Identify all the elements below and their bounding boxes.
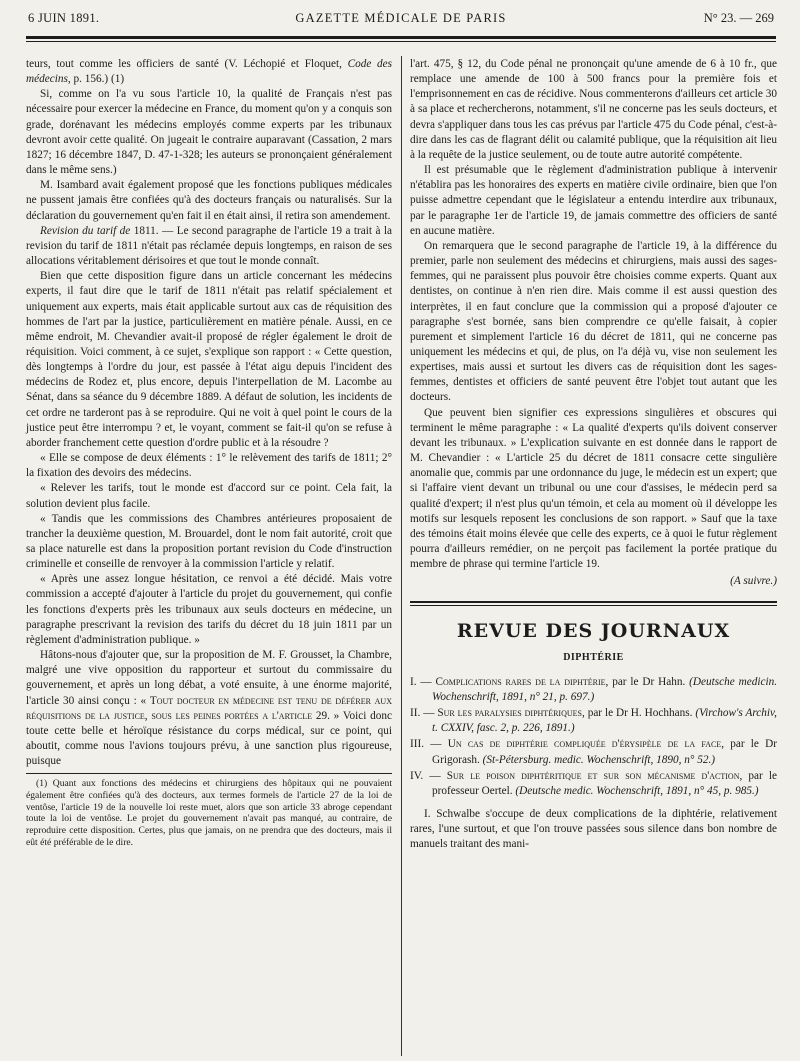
section-rule-thin (410, 605, 777, 606)
paragraph: I. Schwalbe s'occupe de deux complications de la diphtérie, relativement rares, l'une surtout, et que l'on trouve passées sous silence dans bon nombre de manuels traitant des mani- (410, 808, 777, 851)
footnote-text: (1) Quant aux fonctions des médecins et chirurgiens des hôpitaux qui ne pouvaient également être confiées qu'à des docteurs, aux termes formels de l'article 27 de la loi de ventôse, l'article 19 de la nouvelle loi reste muet, alors que son article 33 abroge cependant toute la loi de ventôse. Le projet du gouvernement n'avait pas manqué, au contraire, de reproduire cette disposition. Certes, plus que jamais, on ne prendra que des docteurs, mais il eût été préférable de le dire. (26, 778, 392, 848)
paragraph: Si, comme on l'a vu sous l'article 10, la qualité de Français n'est pas nécessaire pour exercer la médecine en France, du moment qu'on y a conquis son grade, dorénavant les médecins employés comme experts par les tribunaux devront avoir cette qualité. On jugeait le contraire auparavant (Cassation, 2 mars 1827; 16 décembre 1847, D. 47-1-328; les auteurs se prononçaient généralement dans le même sens.) (26, 88, 392, 177)
paragraph: « Après une assez longue hésitation, ce renvoi a été décidé. Mais votre commission a accepté d'ajouter à l'article du projet du gouvernement, qui confie les fonctions d'experts près les tribunaux aux seuls docteurs en médecine, un paragraphe prescrivant la revision des tarifs du décret du 18 juin 1811 par un règlement d'administration publique. » (26, 573, 392, 646)
left-column (26, 57, 392, 849)
header-rule-thin (26, 41, 776, 42)
paragraph: Hâtons-nous d'ajouter que, sur la proposition de M. F. Grousset, la Chambre, malgré une vive opposition du rapporteur et surtout du commissaire du gouvernement, et après un long débat, a voté ensuite, à une énorme majorité, l'article 30 ainsi conçu : « Tout docteur en médecine est tenu de déférer aux réquisitions de la justice, sous les peines portées a l'article 29. » Voici donc toute cette belle et héroïque résistance du corps médical, sur ce point, qui aboutit, comme nous l'avions toujours prévu, à une sanction plus rigoureuse, puisque (26, 649, 392, 768)
paragraph: « Tandis que les commissions des Chambres antérieures proposaient de trancher la deuxième question, M. Brouardel, dont le nom fait autorité, croit que sa place naturelle est dans la proposition portant revision du Code d'instruction criminelle et conseille de renvoyer à la commission l'article y relatif. (26, 512, 392, 571)
reference-list (410, 675, 777, 799)
issue-date: 6 JUIN 1891. (28, 11, 100, 25)
paragraph: Il est présumable que le règlement d'administration publique à intervenir n'établira pas les honoraires des experts en matière civile ordinaire, bien que l'on puisse admettre cependant que le législateur a entendu interdire aux tribunaux, par le paragraphe 1er de l'article 19, de jamais commettre des officiers de santé en aucune matière. (410, 164, 777, 237)
paragraph: teurs, tout comme les officiers de santé (V. Léchopié et Floquet, Code des médecins, p. 156.) (1) (26, 58, 392, 86)
paragraph: Revision du tarif de 1811. — Le second paragraphe de l'article 19 a trait à la revision du tarif de 1811 n'était pas réclamée depuis longtemps, en raison de ses allocations véritablement dérisoires et que tout le monde connaît. (26, 224, 392, 268)
to-be-continued: (A suivre.) (730, 575, 777, 588)
paragraph: « Elle se compose de deux éléments : 1° le relèvement des tarifs de 1811; 2° la fixation des devoirs des médecins. (26, 452, 392, 480)
journal-title: GAZETTE MÉDICALE DE PARIS (295, 11, 507, 25)
footnote-rule (26, 773, 392, 774)
footnote (26, 778, 392, 848)
paragraph: Que peuvent bien signifier ces expressions singulières et obscures qui terminent le même paragraphe : « La qualité d'experts qu'ils doivent conserver devant les tribunaux. » L'explication suivante en est donnée dans le rapport de M. Chevandier : « L'article 25 du décret de 1811 consacre cette singulière anomalie que, commis par une ordonnance du juge, le médecin est un expert; que si l'affaire vient devant un tribunal ou une cour d'assises, le médecin perd sa qualité d'expert; il n'est plus qu'un témoin, et cela au moment où il développe les motifs sur lesquels reposent les conclusions de son rapport. » Sauf que la taxe des témoins était moins élevée que celle des experts, ce à quoi le futur règlement pourra d'ailleurs remédier, on ne perçoit pas facilement la portée pratique du membre de phrase qui termine l'article 19. (410, 406, 777, 571)
reference-entry: III. — Un cas de diphtérie compliquée d'érysipèle de la face, par le Dr Grigorash. (St-Pétersburg. medic. Wochenschrift, 1890, n° 52.) (410, 738, 778, 766)
reference-entry: II. — Sur les paralysies diphtériques, par le Dr H. Hochhans. (Virchow's Archiv, t. CXXIV, fasc. 2, p. 226, 1891.) (410, 707, 777, 735)
header-rule-thick (26, 36, 776, 39)
paragraph: « Relever les tarifs, tout le monde est d'accord sur ce point. Cela fait, la solution devient plus facile. (26, 482, 392, 510)
section-subheading: DIPHTÉRIE (563, 651, 624, 663)
right-column (410, 57, 777, 853)
paragraph: l'art. 475, § 12, du Code pénal ne prononçait qu'une amende de 6 à 10 fr., que remplace une amende de 100 à 500 francs pour la première fois et l'emprisonnement en cas de récidive. Nous commenterons d'ailleurs cet article 30 à sa place et rechercherons, notamment, s'il ne concerne pas les seuls docteurs, et devra s'appliquer dans tous les cas prévus par l'article 475 du Code pénal, c'est-à-dire dans les cas de flagrant délit ou calamité publique, que la réquisition ait lieu à la requête de la justice seulement, ou de toute autre autorité compétente. (410, 58, 777, 161)
page-header (28, 11, 774, 31)
section-title: REVUE DES JOURNAUX (456, 620, 731, 643)
column-divider (401, 56, 402, 1056)
paragraph: On remarquera que le second paragraphe de l'article 19, à la différence du premier, parle non seulement des médecins et chirurgiens, mais aussi des sages-femmes, qui ne paraissent plus pouvoir être choisies comme experts. Quant aux dentistes, on continue à n'en rien dire. Mais comme il est aussi question des interprètes, il en faut conclure que la commission qui a proposé d'ajouter ce paragraphe s'est bornée, sans bien comprendre ce qu'elle faisait, à copier purement et simplement l'article 16 du décret de 1811, qui ne concerne pas uniquement les médecins et qui, de plus, on l'a déjà vu, vise non seulement les expertises, mais aussi et surtout les divers cas de réquisition dont les sages-femmes, dentistes et officiers de santé peuvent être l'objet tout autant que les docteurs. (410, 239, 777, 404)
reference-entry: I. — Complications rares de la diphtérie, par le Dr Hahn. (Deutsche medicin. Wochenschrift, 1891, n° 21, p. 697.) (410, 675, 778, 703)
paragraph: Bien que cette disposition figure dans un article concernant les médecins experts, il faut dire que le tarif de 1811 n'était pas relatif spécialement et uniquement aux experts, mais était applicable surtout aux cas de réquisition des hommes de l'art par la justice, particulièrement en matière pénale. Aussi, en ce même endroit, M. Chevandier avait-il proposé de régler également le droit de réquisition. Voici comment, à ce sujet, s'explique son rapport : « Cette question, dès longtemps à l'ordre du jour, est passée à l'état aigu depuis l'incident des médecins de Rodez et, plus encore, depuis l'interpellation de M. Lacombe au Sénat, dans sa séance du 9 décembre 1889. A défaut de solution, les incidents de cet ordre ne tarderont pas à se reproduire. Qui ne voit à quel point le cours de la justice peut être interrompu ? et, le voyant, comment se fait-il qu'on se refuse à aborder franchement cette question d'ordre public et à la résoudre ? (26, 270, 392, 449)
paragraph: M. Isambard avait également proposé que les fonctions publiques médicales ne pussent jamais être confiées qu'à des docteurs français ou naturalisés. Sur la déclaration du gouvernement qu'en fait il en était ainsi, il retira son amendement. (26, 179, 392, 222)
issue-page-number: N° 23. — 269 (703, 11, 774, 25)
reference-entry: IV. — Sur le poison diphtéritique et sur son mécanisme d'action, par le professeur Oertel. (Deutsche medic. Wochenschrift, 1891, n° 45, p. 985.) (410, 769, 778, 797)
section-rule-thick (410, 601, 777, 603)
